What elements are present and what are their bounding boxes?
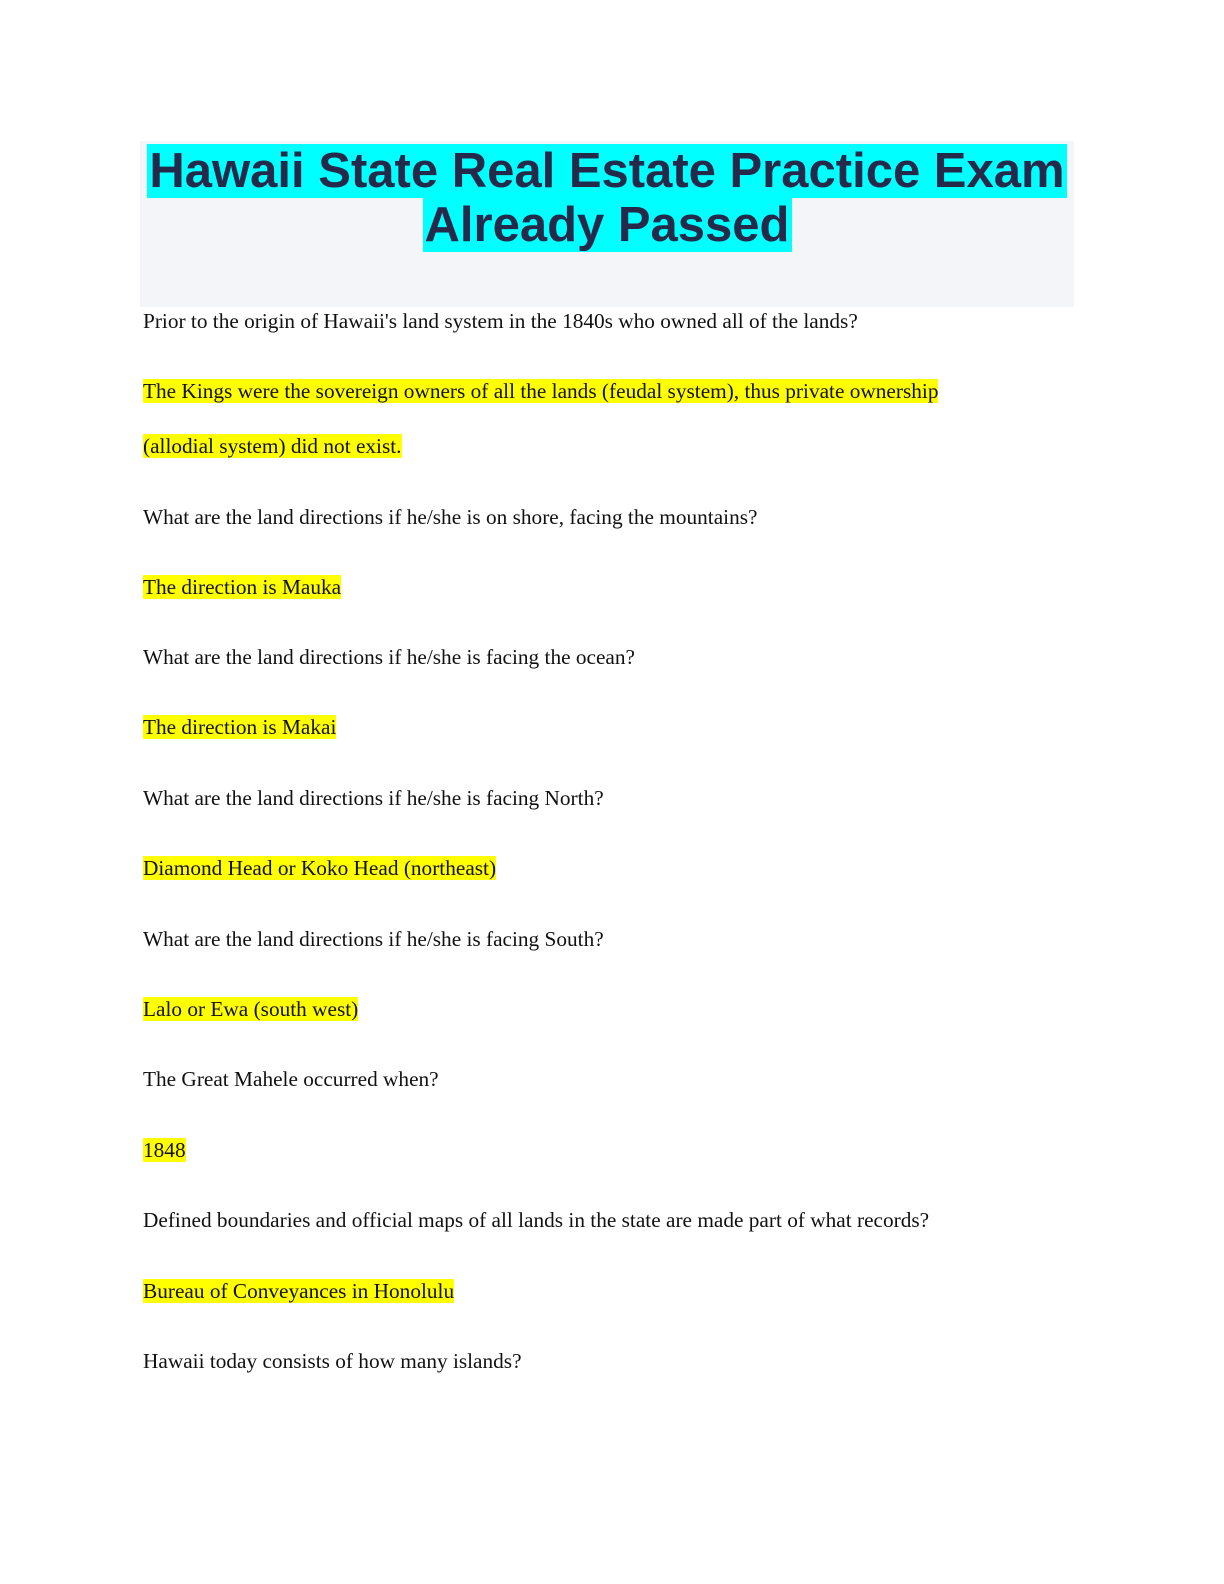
answer-5: Lalo or Ewa (south west) [143, 997, 359, 1021]
answer-3: The direction is Makai [143, 715, 337, 739]
page-title-line-1: Hawaii State Real Estate Practice Exam [149, 144, 1065, 198]
question-6: The Great Mahele occurred when? [143, 1067, 439, 1091]
page-title-line-2: Already Passed [424, 198, 790, 252]
question-4: What are the land directions if he/she is facing North? [143, 786, 604, 810]
question-3: What are the land directions if he/she is facing the ocean? [143, 645, 635, 669]
question-2: What are the land directions if he/she is on shore, facing the mountains? [143, 505, 758, 529]
answer-1-line-1: The Kings were the sovereign owners of all the lands (feudal system), thus private ownership [143, 379, 939, 403]
question-5: What are the land directions if he/she is facing South? [143, 927, 604, 951]
answer-7: Bureau of Conveyances in Honolulu [143, 1279, 455, 1303]
answer-2: The direction is Mauka [143, 575, 342, 599]
answer-6: 1848 [143, 1138, 186, 1162]
title-banner [140, 141, 1074, 307]
question-1: Prior to the origin of Hawaii's land system in the 1840s who owned all of the lands? [143, 309, 858, 333]
answer-1-line-2: (allodial system) did not exist. [143, 434, 402, 458]
answer-4: Diamond Head or Koko Head (northeast) [143, 856, 497, 880]
question-7: Defined boundaries and official maps of all lands in the state are made part of what records? [143, 1208, 930, 1232]
question-8: Hawaii today consists of how many islands? [143, 1349, 522, 1373]
